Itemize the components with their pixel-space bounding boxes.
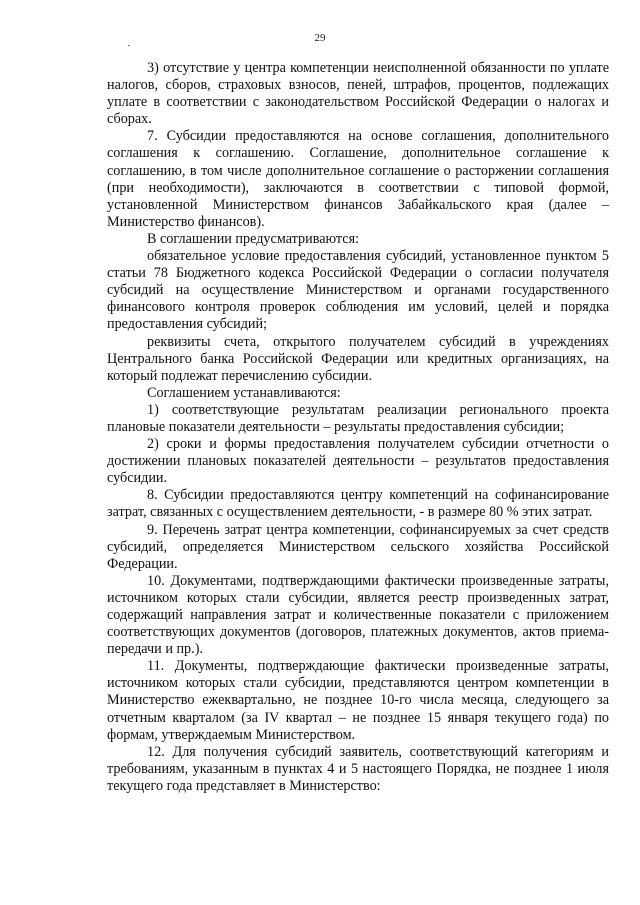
paragraph [107,487,609,521]
text-line: достижении плановых показателей деятельности – результатов [107,453,506,470]
text-line: государственного финансового контроля проверок соблюдения им условий, [107,282,609,316]
page-number: 29 [314,32,326,44]
paragraph [107,60,609,128]
paragraph [107,573,609,658]
text-line: затраты, источником которых стали субсидии, является реестр [107,572,609,606]
text-line: Центрального банка Российской Федерации или кредитных организациях, на [107,350,609,367]
text-line: В соглашении предусматриваются: [147,230,360,247]
text-line: целей и порядка предоставления субсидий; [107,299,610,333]
paragraph [107,128,609,231]
text-line: 1 июля текущего года представляет в Министерство: [107,760,609,794]
text-line: средств субсидий, определяется Министерством сельского хозяйства [107,521,610,555]
paragraph [107,334,609,385]
text-line: 2) сроки и формы предоставления получателем субсидии отчетности о [147,436,609,453]
text-line: требованиям, указанным в пунктах 4 и 5 настоящего Порядка, не позднее [107,760,562,777]
text-line: уплате налогов, сборов, страховых взносов, пеней, штрафов, процентов, [107,60,610,94]
text-line: подлежащих уплате в соответствии с законодательством Российской [107,77,610,111]
paragraph [107,658,609,743]
text-line: произведенных затрат, содержащий направления затрат и количественные [107,589,610,623]
text-line: получателя субсидий на осуществление Министерством и органами [107,265,609,299]
text-line: плановые показатели деятельности – результаты предоставления субсидии; [107,418,565,435]
text-line: 12. Для получения субсидий заявитель, соответствующий категориям и [147,743,609,760]
text-line: 10. Документами, подтверждающими фактически произведенные [147,572,554,589]
paragraph [107,436,609,487]
paragraph [107,248,609,333]
text-line: формой, установленной Министерством финансов Забайкальского края [107,179,610,213]
text-line: 9. Перечень затрат центра компетенции, софинансируемых за счет [147,521,559,538]
text-line: показатели с приложением соответствующих документов (договоров, [107,607,609,641]
text-line: реквизиты счета, открытого получателем субсидий в учреждениях [147,333,609,350]
paragraph [107,231,609,248]
text-line: пунктом 5 статьи 78 Бюджетного кодекса Российской Федерации о согласии [107,248,609,282]
text-line: 7. Субсидии предоставляются на основе соглашения, дополнительного [147,128,609,145]
paragraph [107,522,609,573]
scan-speck [128,45,130,46]
paragraph [107,744,609,795]
text-line: Соглашением устанавливаются: [147,384,341,401]
paragraph [107,402,609,436]
text-line: 1) соответствующие результатам реализации регионального проекта [147,401,609,418]
text-line: обязательное условие предоставления субсидий, установленное [147,248,541,265]
text-line: размере 80 % этих затрат. [438,504,593,521]
text-line: в Министерство ежеквартально, не позднее 10-го числа месяца, следующего [107,675,609,709]
text-line: 3) отсутствие у центра компетенции неисполненной обязанности по [147,60,565,76]
text-line: источником которых стали субсидии, представляются центром компетенции [107,675,595,692]
text-line: который подлежат перечислению субсидии. [107,367,373,384]
text-line: 11. Документы, подтверждающие фактически произведенные затраты, [147,658,609,675]
text-line: Российской Федерации. [107,538,609,572]
text-line: (далее – Министерство финансов). [107,196,610,230]
text-line: по формам, утверждаемым Министерством. [107,709,609,743]
document-body [107,60,609,795]
paragraph [107,385,609,402]
text-line: платежных документов, актов приема-передачи и пр.). [107,624,610,658]
text-line: предоставления субсидии. [107,453,610,487]
text-line: соглашению, в том числе дополнительное соглашение о расторжении [107,162,534,179]
text-line: софинансирование затрат, связанных с осуществлением деятельности, - в [107,487,609,521]
text-line: Федерации о налогах и сборах. [107,94,610,128]
text-line: за отчетным кварталом (за IV квартал – не позднее 15 января текущего года) [107,692,610,726]
text-line: 8. Субсидии предоставляются центру компетенций на [147,487,489,504]
text-line: соглашения (при необходимости), заключаются в соответствии с типовой [107,162,610,196]
text-line: соглашения к соглашению. Соглашение, дополнительное соглашение к [107,145,609,162]
